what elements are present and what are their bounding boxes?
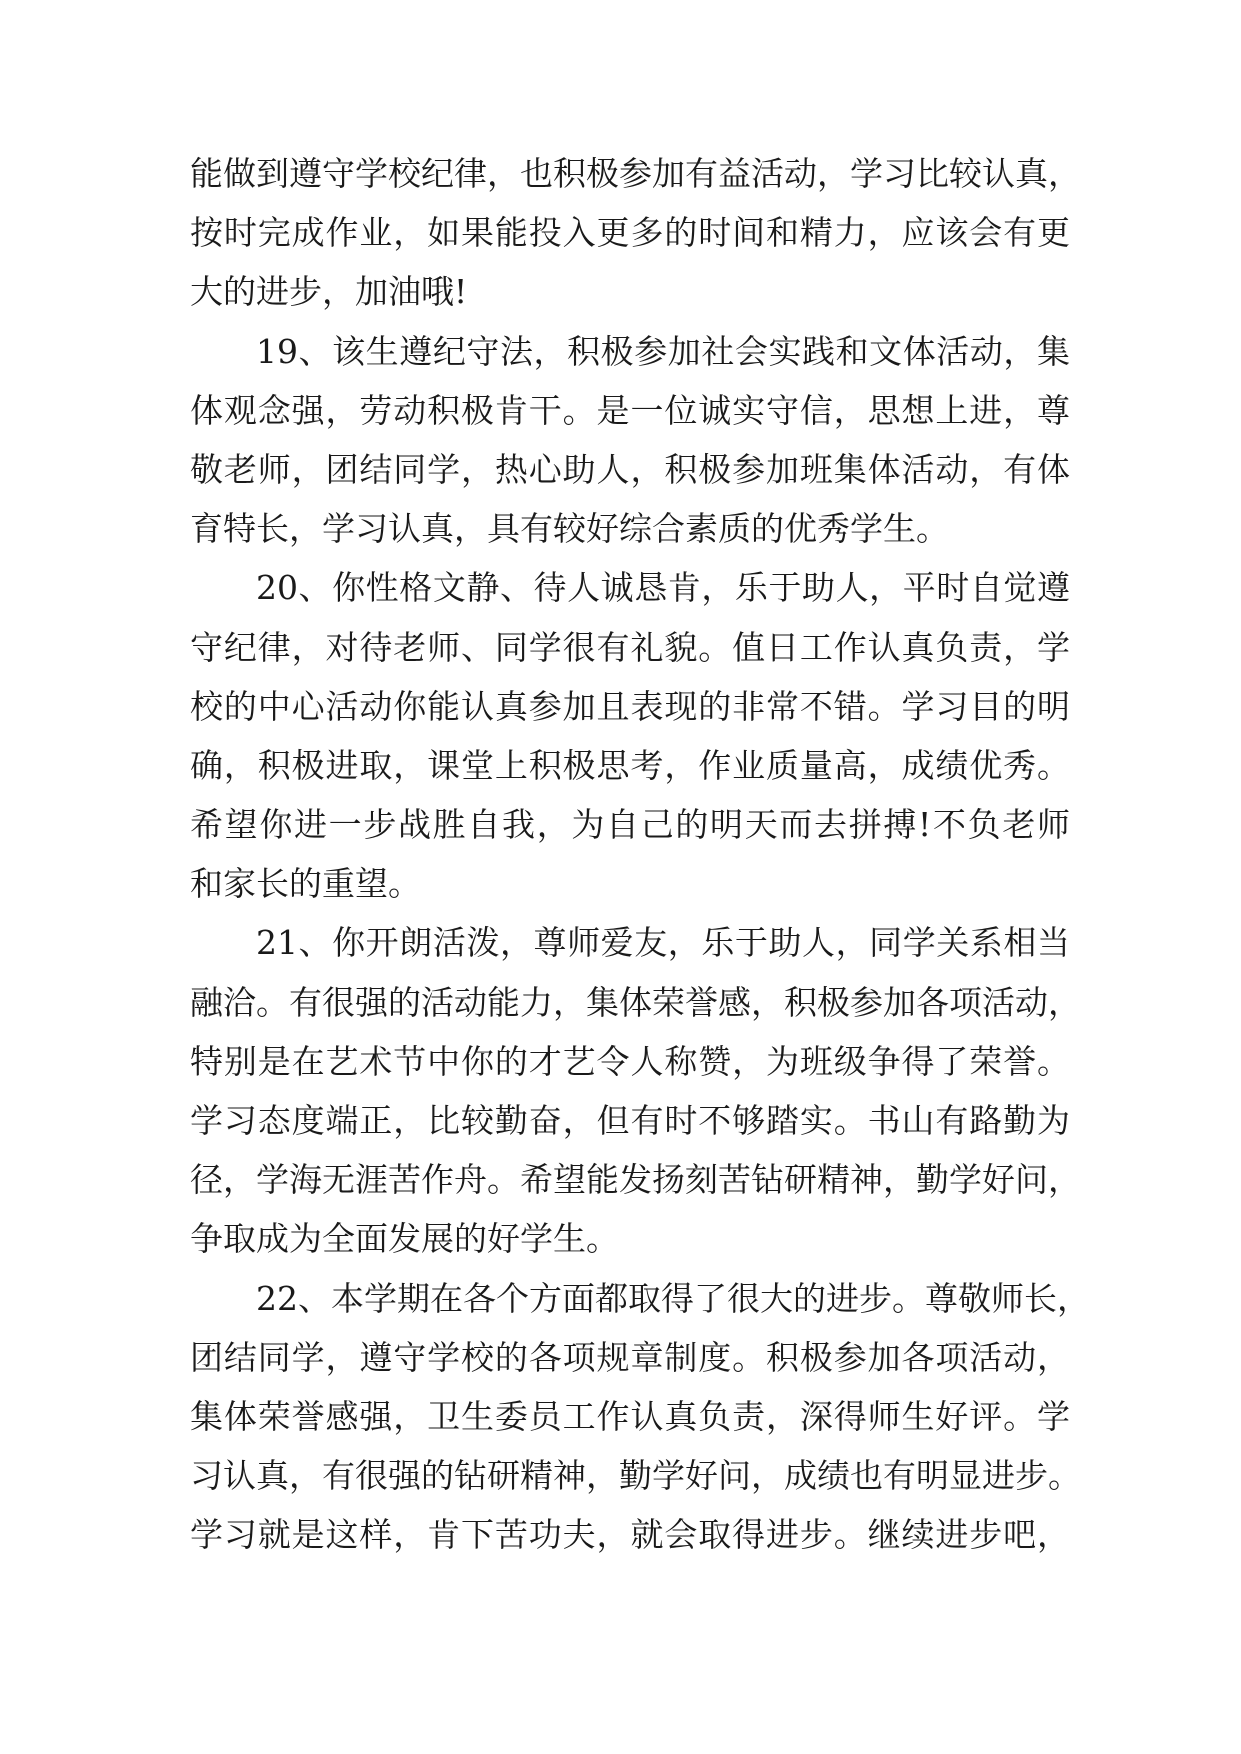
text-line: 习认真，有很强的钻研精神，勤学好问，成绩也有明显进步。 (190, 1456, 1081, 1496)
text-line: 融洽。有很强的活动能力，集体荣誉感，积极参加各项活动， (190, 982, 1081, 1022)
text-line: 22、本学期在各个方面都取得了很大的进步。尊敬师长， (256, 1278, 1090, 1318)
text-line: 学习就是这样，肯下苦功夫，就会取得进步。继续进步吧， (190, 1515, 1070, 1555)
text-line: 校的中心活动你能认真参加且表现的非常不错。学习目的明 (190, 686, 1070, 726)
text-line: 21、你开朗活泼，尊师爱友，乐于助人，同学关系相当 (256, 923, 1070, 963)
text-line: 大的进步，加油哦! (190, 272, 468, 312)
text-line: 径，学海无涯苦作舟。希望能发扬刻苦钻研精神，勤学好问， (190, 1160, 1081, 1200)
text-line: 学习态度端正，比较勤奋，但有时不够踏实。书山有路勤为 (190, 1101, 1070, 1140)
text-line: 确，积极进取，课堂上积极思考，作业质量高，成绩优秀。 (190, 745, 1070, 785)
text-line: 特别是在艺术节中你的才艺令人称赞，为班级争得了荣誉。 (190, 1041, 1070, 1081)
text-line: 争取成为全面发展的好学生。 (190, 1219, 619, 1259)
document-body (190, 154, 1090, 1575)
text-line: 敬老师，团结同学，热心助人，积极参加班集体活动，有体 (190, 449, 1070, 489)
text-line: 能做到遵守学校纪律，也积极参加有益活动，学习比较认真， (190, 154, 1081, 193)
text-line: 20、你性格文静、待人诚恳肯，乐于助人，平时自觉遵 (256, 568, 1070, 608)
text-line: 体观念强，劳动积极肯干。是一位诚实守信，思想上进，尊 (190, 390, 1070, 430)
text-line: 守纪律，对待老师、同学很有礼貌。值日工作认真负责，学 (190, 627, 1070, 667)
text-line: 希望你进一步战胜自我，为自己的明天而去拼搏!不负老师 (190, 805, 1070, 845)
text-line: 按时完成作业，如果能投入更多的时间和精力，应该会有更 (190, 213, 1070, 253)
text-line: 团结同学，遵守学校的各项规章制度。积极参加各项活动， (190, 1337, 1070, 1377)
text-line: 和家长的重望。 (190, 864, 421, 904)
text-line: 19、该生遵纪守法，积极参加社会实践和文体活动，集 (256, 331, 1070, 371)
text-line: 集体荣誉感强，卫生委员工作认真负责，深得师生好评。学 (190, 1396, 1070, 1436)
text-line: 育特长，学习认真，具有较好综合素质的优秀学生。 (190, 509, 949, 549)
